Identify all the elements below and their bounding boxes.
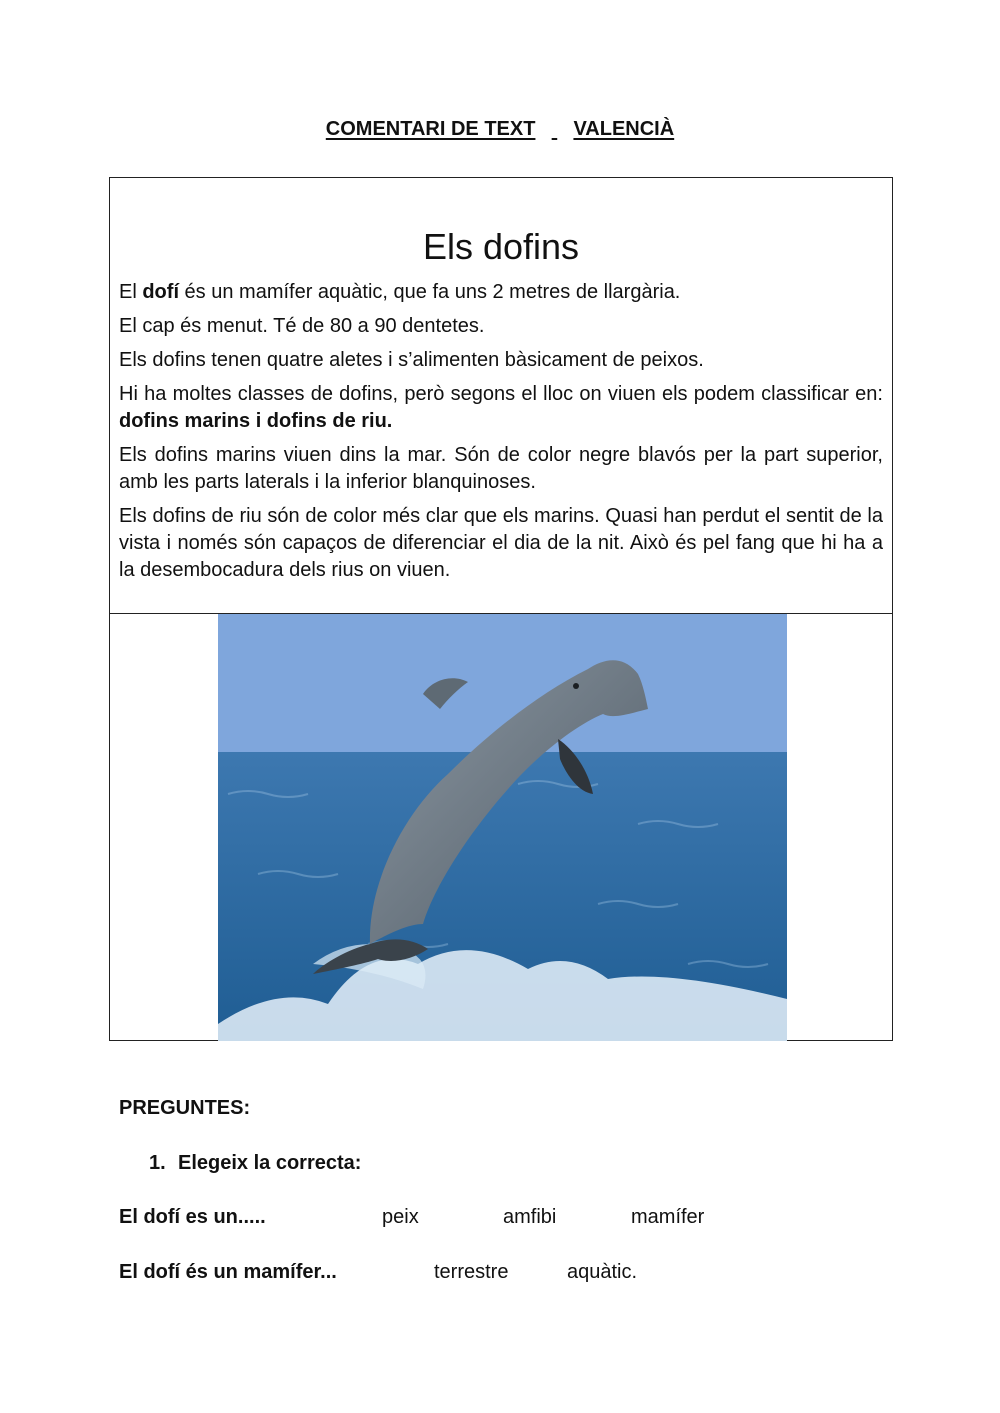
header-gap (535, 118, 573, 141)
reading-box (109, 177, 893, 1041)
article-paragraphs (119, 279, 883, 591)
paragraph-2 (119, 313, 883, 340)
dolphin-illustration (218, 614, 787, 1041)
dolphin-photo (218, 614, 787, 1041)
paragraph-text: Els dofins marins viuen dins la mar. Són de color negre blavós per la part superior, amb les parts laterals i la inferior blanquinoses. (119, 444, 883, 493)
option-terrestre[interactable]: terrestre (434, 1261, 509, 1283)
choice-row-2-prompt: El dofí és un mamífer... (119, 1261, 337, 1283)
questions-heading: PREGUNTES: (119, 1097, 251, 1119)
paragraph-text: Hi ha moltes classes de dofins, però segons el lloc on viuen els podem classificar en: (119, 383, 883, 405)
reading-text-section (110, 178, 892, 614)
option-aquatic[interactable]: aquàtic. (567, 1261, 638, 1283)
option-mamifer[interactable]: mamífer (631, 1206, 705, 1228)
worksheet-header (0, 118, 1000, 141)
question-1-number: 1. (149, 1152, 166, 1174)
paragraph-text: El (119, 281, 143, 303)
paragraph-text: Els dofins de riu són de color més clar que els marins. Quasi han perdut el sentit de la vista i només són capaços de diferenciar el dia de la nit. Això és pel fang que hi ha a la desembocadura dels rius on viuen. (119, 505, 883, 581)
header-language: VALENCIÀ (573, 118, 675, 140)
choice-row-1-prompt: El dofí es un..... (119, 1206, 266, 1228)
paragraph-bold: dofí (142, 281, 179, 303)
option-amfibi[interactable]: amfibi (503, 1206, 557, 1228)
header-subject: COMENTARI DE TEXT (325, 118, 536, 140)
article-title: Els dofins (422, 226, 580, 267)
option-peix[interactable]: peix (382, 1206, 419, 1228)
paragraph-4 (119, 381, 883, 435)
paragraph-bold: dofins marins i dofins de riu. (119, 410, 393, 432)
paragraph-text: El cap és menut. Té de 80 a 90 dentetes. (119, 315, 485, 337)
paragraph-text: Els dofins tenen quatre aletes i s’alimenten bàsicament de peixos. (119, 349, 704, 371)
paragraph-5 (119, 442, 883, 496)
paragraph-text: és un mamífer aquàtic, que fa uns 2 metres de llargària. (179, 281, 681, 303)
paragraph-6 (119, 503, 883, 584)
question-1 (149, 1152, 361, 1175)
paragraph-1 (119, 279, 883, 306)
question-1-label: Elegeix la correcta: (178, 1152, 362, 1174)
paragraph-3 (119, 347, 883, 374)
